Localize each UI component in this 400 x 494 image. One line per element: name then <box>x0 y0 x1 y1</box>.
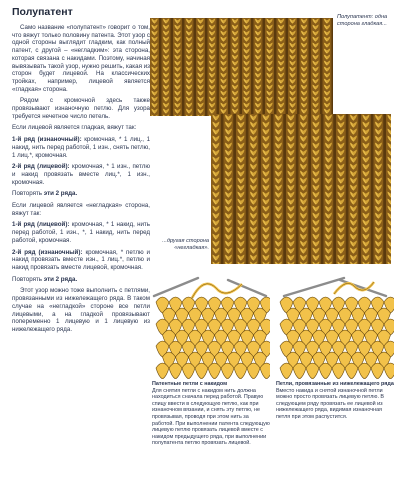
text-column <box>12 6 150 338</box>
repeat-bold: эти 2 ряда. <box>43 190 78 198</box>
smooth-face-repeat <box>12 190 150 198</box>
rough-face-lead: Если лицевой является «негладкая» сторона, вяжут так: <box>12 202 150 217</box>
row-text: кромочная, * 1 лиц., 1 накид, нить перед работой, 1 изн., снять петлю, 1 лиц.*, кромочная. <box>12 136 151 159</box>
rough-face-repeat <box>12 276 150 284</box>
caption-title: Петли, провязанные из нижележащего ряда <box>276 381 394 387</box>
closing-paragraph: Этот узор можно тоже выполнить с петлями, провязанными из нижележащего ряда. В таком случае на «негладкой» стороне все петли лицевыми, а на гладкой провязывают попеременно 1 лицевую и 1 лицевую из нижележащего ряда. <box>12 287 150 333</box>
row-label: 2-й ряд (изнаночный): <box>12 248 83 256</box>
knit-ribs-image <box>150 18 333 116</box>
intro-paragraph: Само название «полупатент» говорит о том, что вяжут только половину патента. Этот узор с одной стороны выглядит гладким, как полный патент, с другой – «негладким»: эта сторона, которая связана с накидами. Поэтому, начиная вывязывать такой узор, нужно решить, какая из сторон будет лицевой. На классических тройках, например, лицевой является «гладкая» сторона. <box>12 24 150 93</box>
row-label: 1-й ряд (лицевой): <box>12 221 70 229</box>
caption-text: Для снятия петли с накидом нить должна находиться сначала перед работой. Правую спицу ввести в следующую петлю, как при изнаночном вязании, и снять эту петлю, не провязывая, проводя при этом нить за работой. При выполнении патента следующую лицевую петлю провязать лицевой вместе с накидом предыдущего ряда, при выполнении полупатента петлю провязать лицевой. <box>152 387 270 447</box>
diagram-knit-below <box>274 272 394 379</box>
rough-face-row2 <box>12 249 150 272</box>
diagram-slip-with-yarnover <box>150 272 270 379</box>
knit-photo-smooth <box>150 18 333 116</box>
rough-face-row1 <box>12 221 150 244</box>
row-label: 2-й ряд (лицевой): <box>12 163 70 171</box>
yarn-loop-icon <box>274 272 394 379</box>
caption-title: Патентные петли с накидом <box>152 381 228 387</box>
repeat-bold: эти 2 ряда. <box>43 275 78 283</box>
smooth-face-row1 <box>12 136 150 159</box>
note-bottom: ...другая сторона «негладкая». <box>162 238 209 251</box>
smooth-face-lead: Если лицевой является гладкая, вяжут так: <box>12 124 137 132</box>
knit-ribs-image <box>211 114 391 264</box>
page-title: Полупатент <box>12 6 73 18</box>
yarn-loop-icon <box>150 272 270 379</box>
repeat-prefix: Повторять <box>12 275 44 283</box>
row-text: кромочная, * 1 изн., петлю и накид провязать вместе лиц.*, 1 изн., кромочная. <box>12 163 150 186</box>
caption-text: Вместо накида и снятой изнаночной петли можно просто провязать лицевую петлю. В следующем ряду провязать ее лицевой из нижележащего ряда, видимая изнаночная петля при этом распустится. <box>276 387 385 420</box>
smooth-face-row2 <box>12 163 150 186</box>
row-label: 1-й ряд (изнаночный): <box>12 136 82 144</box>
caption-left <box>152 381 270 447</box>
note-top: Полупатент: одна сторона гладкая... <box>337 14 388 27</box>
row-text: кромочная, * петлю и накид провязать вместе изн., 1 лиц.*, петлю и накид провязать вместе лицевой, кромочная. <box>12 248 150 271</box>
repeat-prefix: Повторять <box>12 190 44 198</box>
caption-right <box>276 381 394 421</box>
knit-photo-rough <box>211 114 391 264</box>
row-text: кромочная, * 1 накид, нить перед работой, 1 изн., *, 1 накид, нить перед работой, кромочная. <box>12 221 150 244</box>
edge-note-paragraph: Рядом с кромочной здесь также провязывают изнаночную петлю. Для узора требуется нечетное число петель. <box>12 97 150 120</box>
